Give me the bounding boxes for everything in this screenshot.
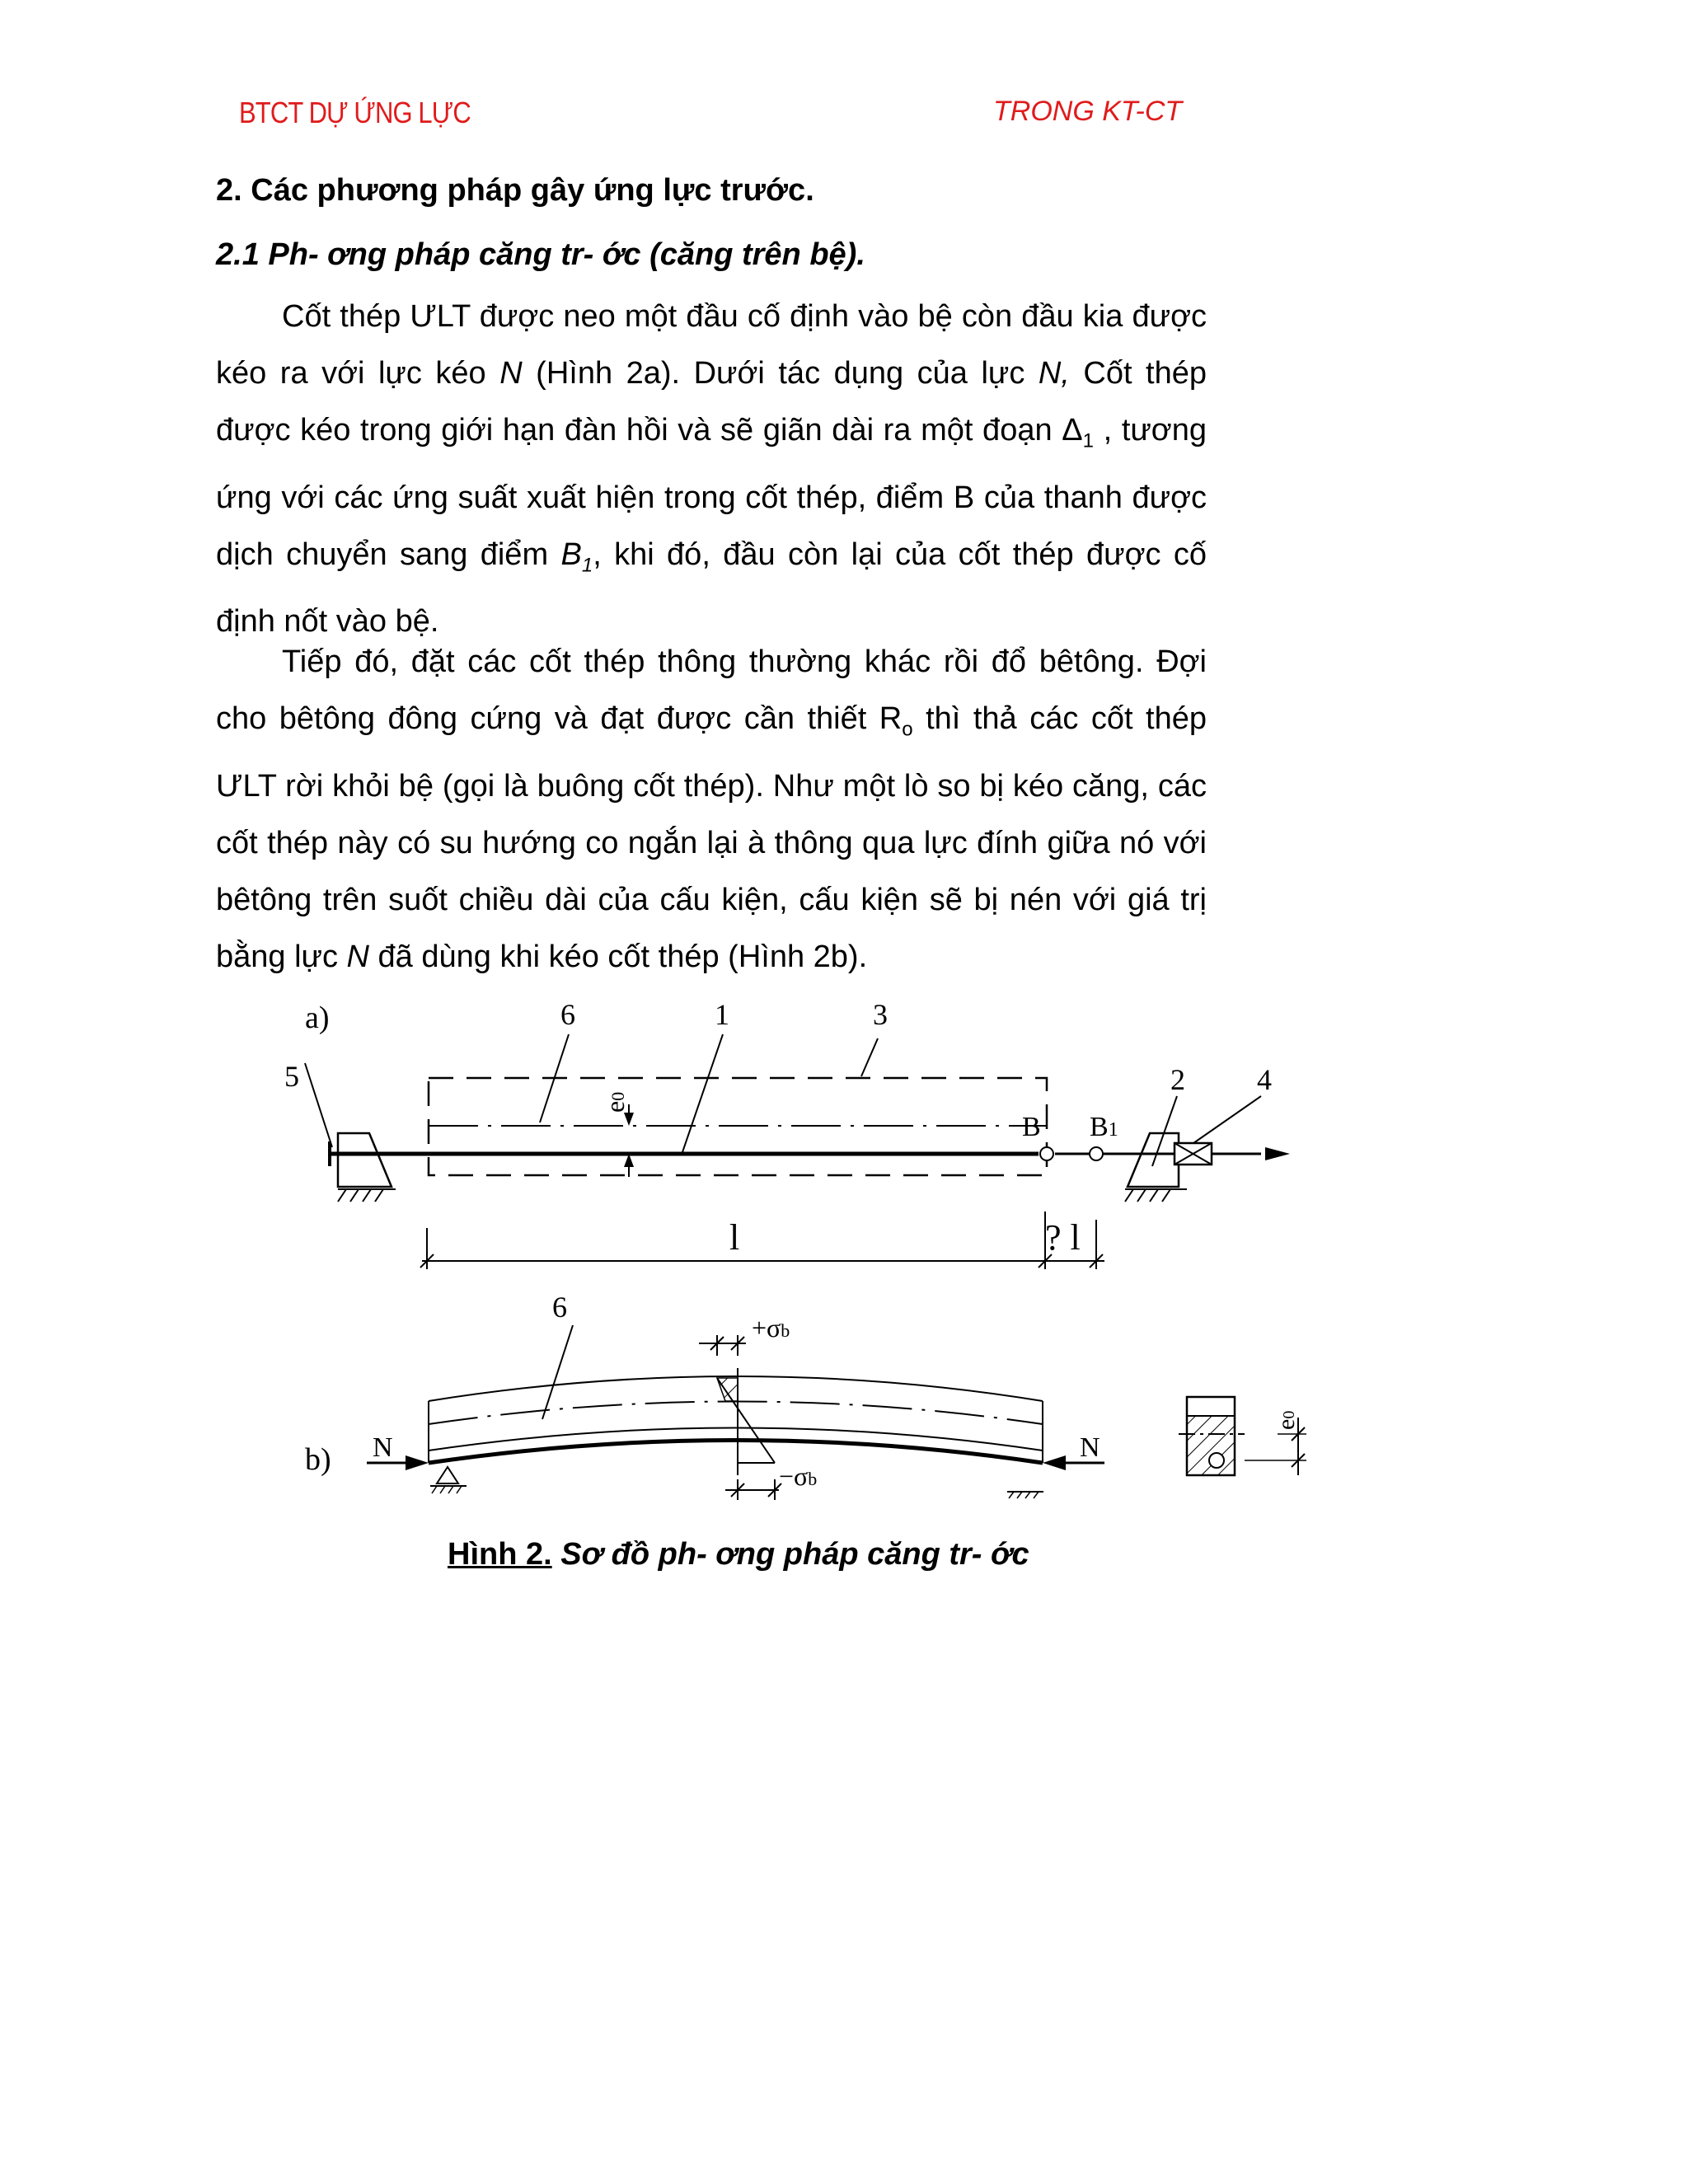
force-arrow-left (406, 1455, 429, 1470)
delta-symbol: Δ (1062, 413, 1083, 448)
label-B: B (1022, 1112, 1041, 1142)
leader-number-6: 6 (560, 998, 575, 1031)
left-abutment (338, 1133, 396, 1202)
label-B1: B1 (1090, 1112, 1118, 1142)
figure-2 (0, 972, 1688, 1533)
label-a: a) (305, 1001, 330, 1035)
leader-number-5: 5 (284, 1060, 299, 1093)
leader-number-6b: 6 (552, 1291, 567, 1324)
dim-label-delta-l: ? l (1045, 1217, 1081, 1258)
leader-number-2: 2 (1170, 1063, 1185, 1096)
label-b: b) (305, 1442, 331, 1477)
stress-diagram (717, 1368, 775, 1475)
force-N-right: N (1080, 1432, 1100, 1463)
pull-arrow-head (1265, 1147, 1290, 1160)
subsection-title: 2.1 Ph- ơng pháp căng tr- ớc (căng trên bệ). (216, 237, 865, 272)
force-arrow-right (1043, 1455, 1066, 1470)
length-dimension (420, 1212, 1104, 1269)
sigma-plus-label: +σb (752, 1313, 790, 1343)
paragraph-1: Cốt thép ƯLT được neo một đầu cố định vào bệ còn đầu kia được kéo ra với lực kéo N (Hình 2a). Dưới tác dụng của lực N, Cốt thép được kéo trong giới hạn đàn hồi và sẽ giãn dài ra một đoạn $\Delta_1$ , tương ứng với các ứng suất xuất hiện trong cốt thép, điểm B của thanh được dịch chuyển sang điểm $B_1$, khi đó, đầu còn lại của cốt thép được cố định nốt vào bệ. (216, 299, 1207, 640)
dim-label-l: l (729, 1217, 740, 1258)
leader-number-4: 4 (1257, 1063, 1272, 1096)
leader-number-3: 3 (873, 998, 888, 1031)
point-B (1040, 1147, 1053, 1160)
sigma-minus-label: −σb (779, 1461, 818, 1491)
e0-section-label: e0 (1273, 1410, 1300, 1430)
sigma-minus-dim (725, 1479, 781, 1500)
sigma-plus-dim (699, 1335, 746, 1356)
figure-caption: Hình 2. Sơ đồ ph- ơng pháp căng tr- ớc (448, 1537, 1029, 1572)
leader-number-1: 1 (715, 998, 729, 1031)
paragraph-2: Tiếp đó, đặt các cốt thép thông thường khác rồi đổ bêtông. Đợi cho bêtông đông cứng và đạt được cần thiết $R_o$ thì thả các cốt thép ƯLT rời khỏi bệ (gọi là buông cốt thép). Như một lò so bị kéo căng, các cốt thép này có su hướng co ngắn lại à thông qua lực đính giữa nó với bêtông trên suốt chiều dài của cấu kiện, cấu kiện sẽ bị nén với giá trị bằng lực N đã dùng khi kéo cốt thép (Hình 2b). (216, 644, 1207, 974)
force-N-left: N (373, 1432, 393, 1463)
jack-anchor (1175, 1143, 1212, 1165)
support-left (430, 1467, 467, 1493)
support-right (1007, 1492, 1043, 1498)
header-right: TRONG KT-CT (993, 96, 1183, 127)
header-left: BTCT DỰ ỨNG LỰC (239, 96, 471, 129)
point-B1 (1090, 1147, 1103, 1160)
e0-label: e0 (600, 1091, 630, 1113)
section-title: 2. Các phương pháp gây ứng lực trước. (216, 173, 814, 208)
cross-section (1179, 1397, 1306, 1475)
